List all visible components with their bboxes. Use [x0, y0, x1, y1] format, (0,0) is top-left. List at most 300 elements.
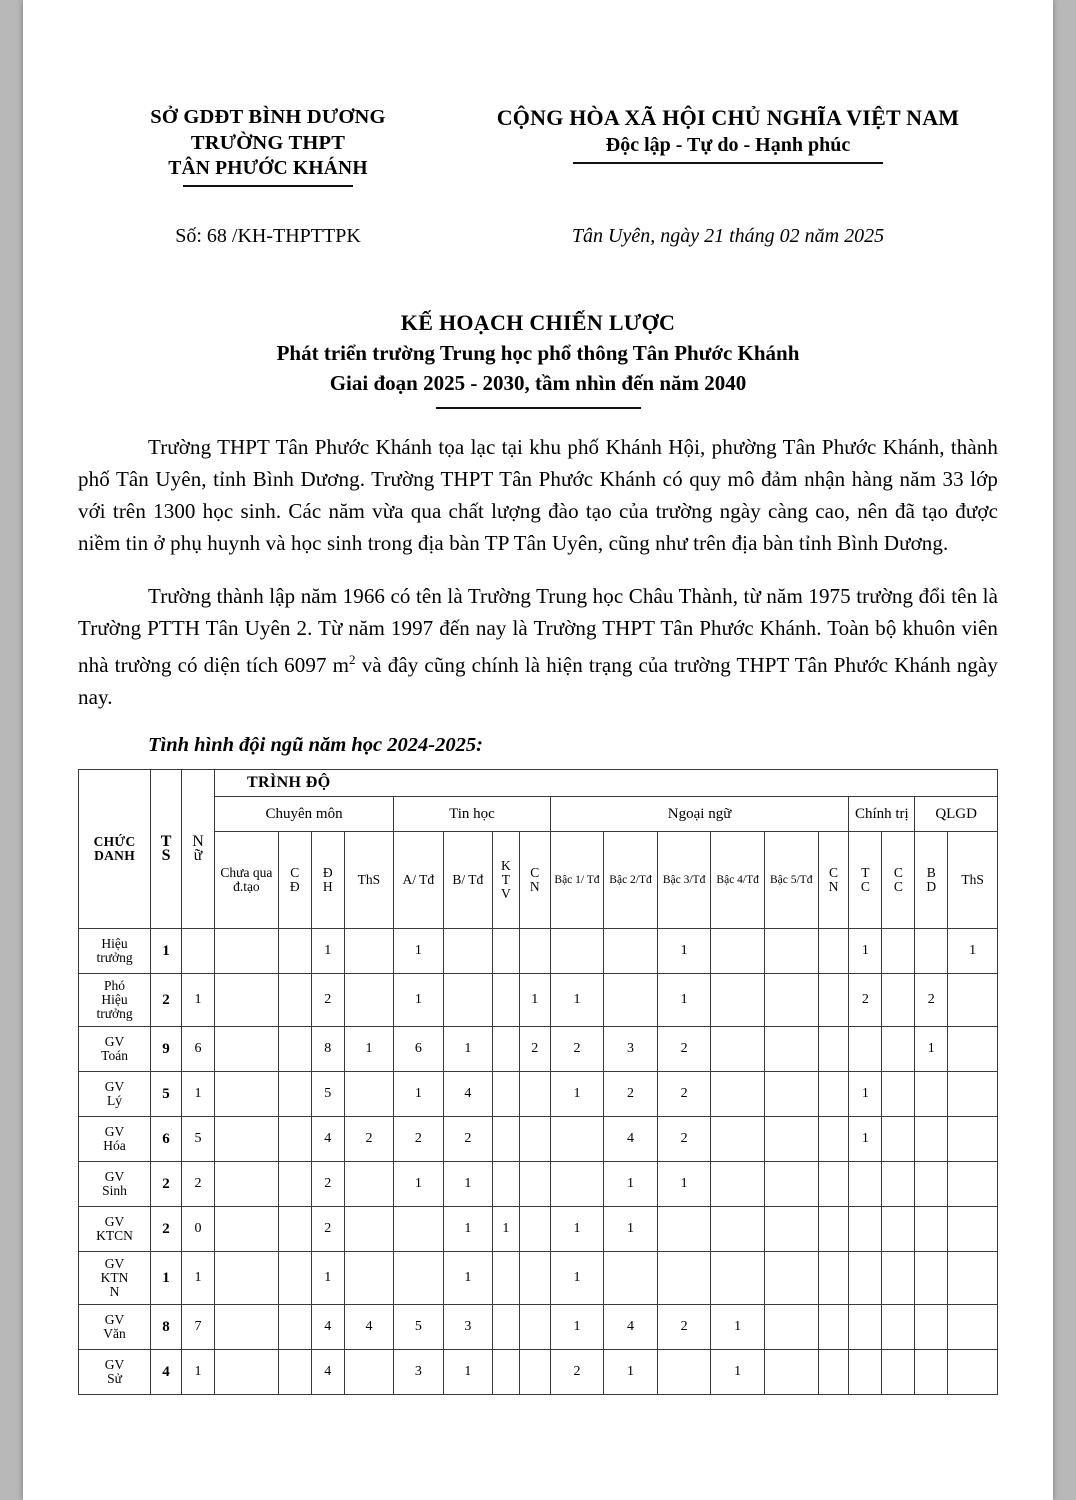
table-cell: 1	[493, 1207, 520, 1252]
row-label-chuc-danh	[79, 1072, 151, 1117]
col-header-chua-qua-dtao: Chưa qua đ.tạo	[214, 832, 278, 929]
table-cell	[711, 974, 765, 1027]
table-cell: 2	[151, 974, 182, 1027]
table-cell	[915, 1252, 948, 1305]
table-cell	[764, 1350, 818, 1395]
table-row	[79, 1350, 998, 1395]
col-header-cd-line2: Đ	[289, 879, 300, 894]
table-cell: 1	[394, 929, 443, 974]
table-cell	[278, 1162, 311, 1207]
document-title-block	[78, 308, 998, 409]
table-cell	[764, 1117, 818, 1162]
table-cell	[764, 1027, 818, 1072]
table-cell	[711, 1252, 765, 1305]
header-row-trinhdo	[79, 770, 998, 797]
table-cell	[278, 929, 311, 974]
issuing-org-block	[78, 104, 458, 187]
table-cell: 2	[311, 1207, 344, 1252]
table-cell	[818, 1207, 849, 1252]
table-cell	[764, 1162, 818, 1207]
table-cell: 2	[550, 1350, 604, 1395]
row-label-chuc-danh	[79, 929, 151, 974]
table-cell: 1	[182, 1072, 215, 1117]
table-cell	[493, 1027, 520, 1072]
col-header-ts-line2: S	[161, 847, 171, 864]
table-row	[79, 1252, 998, 1305]
row-label-line: GV	[104, 1357, 125, 1372]
col-header-tc-line2: C	[860, 879, 870, 894]
col-header-cd-line1: C	[290, 865, 300, 880]
table-cell: 7	[182, 1305, 215, 1350]
table-cell: 1	[443, 1207, 492, 1252]
title-subject: Phát triển trường Trung học phổ thông Tân Phước Khánh	[276, 341, 800, 365]
table-cell	[182, 929, 215, 974]
table-cell: 1	[604, 1350, 658, 1395]
table-cell	[948, 974, 998, 1027]
table-cell	[214, 1305, 278, 1350]
table-cell: 1	[344, 1027, 393, 1072]
col-header-cn-nn-line2: N	[828, 879, 839, 894]
table-cell: 2	[604, 1072, 658, 1117]
table-cell	[493, 1072, 520, 1117]
col-header-a-td: A/ Tđ	[394, 832, 443, 929]
table-cell	[764, 1252, 818, 1305]
national-heading-block	[458, 104, 998, 164]
table-cell	[882, 929, 915, 974]
table-cell	[344, 1162, 393, 1207]
col-header-ktv-line3: V	[501, 886, 511, 901]
paragraph-intro: Trường THPT Tân Phước Khánh tọa lạc tại khu phố Khánh Hội, phường Tân Phước Khánh, thành phố Tân Uyên, tỉnh Bình Dương. Trường THPT Tân Phước Khánh có quy mô đảm nhận hàng năm 33 lớp với trên 1300 học sinh. Các năm vừa qua chất lượng đào tạo của trường ngày càng cao, nên đã tạo được niềm tin ở phụ huynh và học sinh trong địa bàn TP Tân Uyên, cũng như trên địa bàn tỉnh Bình Dương.	[78, 435, 998, 555]
paragraph-history-part1: Trường thành lập năm 1966 có tên là Trường Trung học Châu Thành, từ năm 1975 trường đổi tên là Trường PTTH Tân Uyên 2. Từ năm 1997 đến nay là Trường THPT Tân Phước Khánh. Toàn bộ khuôn viên nhà trường có diện tích 6097 m	[78, 584, 998, 677]
row-label-line: Phó	[104, 978, 126, 993]
table-cell: 1	[151, 929, 182, 974]
title-period: Giai đoạn 2025 - 2030, tầm nhìn đến năm 2040	[329, 371, 747, 395]
table-cell: 1	[394, 974, 443, 1027]
table-cell	[818, 1305, 849, 1350]
group-header-tin-hoc: Tin học	[394, 797, 551, 832]
table-cell	[493, 1117, 520, 1162]
table-cell: 2	[344, 1117, 393, 1162]
table-cell	[948, 1350, 998, 1395]
col-header-dh-line2: H	[322, 879, 333, 894]
col-header-nu-line1: N	[192, 833, 204, 850]
table-cell	[818, 1072, 849, 1117]
table-cell	[882, 1207, 915, 1252]
row-label-line: Lý	[107, 1093, 123, 1108]
table-cell	[948, 1252, 998, 1305]
row-label-chuc-danh	[79, 1252, 151, 1305]
table-cell: 1	[550, 1207, 604, 1252]
header-row-groups	[79, 797, 998, 832]
paragraph-history-part2: và đây cũng chính là hiện trạng của trường THPT Tân Phước Khánh ngày nay.	[78, 653, 998, 709]
row-label-line: GV	[104, 1124, 125, 1139]
header-row-subcols	[79, 832, 998, 929]
table-row	[79, 1305, 998, 1350]
header-right-divider	[573, 162, 883, 164]
table-cell: 1	[443, 1162, 492, 1207]
table-cell: 2	[657, 1305, 711, 1350]
table-row	[79, 1072, 998, 1117]
table-cell: 2	[915, 974, 948, 1027]
row-label-line: GV	[104, 1214, 125, 1229]
table-cell	[604, 929, 658, 974]
group-header-ngoai-ngu: Ngoại ngữ	[550, 797, 849, 832]
table-cell	[849, 1252, 882, 1305]
col-header-bd-line2: D	[926, 879, 937, 894]
table-cell	[519, 1305, 550, 1350]
col-header-cn-tin-line2: N	[529, 879, 540, 894]
table-cell	[394, 1207, 443, 1252]
table-cell: 1	[151, 1252, 182, 1305]
table-row	[79, 1027, 998, 1072]
col-header-cn-tin-hoc	[519, 832, 550, 929]
col-header-ts-line1: T	[160, 833, 172, 850]
group-header-chuyen-mon: Chuyên môn	[214, 797, 393, 832]
col-header-b-td: B/ Tđ	[443, 832, 492, 929]
row-label-line: Sinh	[102, 1183, 127, 1198]
table-cell	[604, 1252, 658, 1305]
table-cell	[711, 1162, 765, 1207]
col-header-ktv-line1: K	[501, 858, 511, 873]
table-cell: 8	[311, 1027, 344, 1072]
table-cell	[657, 1207, 711, 1252]
table-cell	[948, 1072, 998, 1117]
table-cell	[948, 1027, 998, 1072]
row-label-line: Hóa	[103, 1138, 126, 1153]
table-cell: 1	[550, 1252, 604, 1305]
table-cell: 2	[151, 1207, 182, 1252]
table-cell	[711, 1027, 765, 1072]
paragraph-history	[78, 580, 998, 713]
table-cell	[443, 974, 492, 1027]
table-cell	[764, 1072, 818, 1117]
table-cell	[818, 974, 849, 1027]
table-cell: 2	[151, 1162, 182, 1207]
col-header-tc-line1: T	[861, 865, 870, 880]
table-cell: 4	[311, 1305, 344, 1350]
table-cell	[657, 1350, 711, 1395]
table-cell	[493, 1162, 520, 1207]
table-cell	[214, 929, 278, 974]
table-cell	[344, 1252, 393, 1305]
row-label-line: GV	[104, 1079, 125, 1094]
table-cell: 4	[344, 1305, 393, 1350]
table-cell: 1	[711, 1305, 765, 1350]
table-cell: 4	[443, 1072, 492, 1117]
table-cell: 2	[394, 1117, 443, 1162]
document-subheader	[78, 225, 998, 248]
col-header-tc	[849, 832, 882, 929]
table-cell: 1	[604, 1207, 658, 1252]
row-label-line: GV	[104, 1256, 125, 1271]
row-label-line: Hiệu	[101, 992, 128, 1007]
table-cell: 4	[311, 1350, 344, 1395]
table-cell	[278, 1207, 311, 1252]
table-cell	[915, 1207, 948, 1252]
row-label-line: GV	[104, 1312, 125, 1327]
table-cell: 1	[182, 1252, 215, 1305]
table-cell	[849, 1027, 882, 1072]
table-cell: 2	[657, 1072, 711, 1117]
table-cell	[550, 1162, 604, 1207]
table-cell	[849, 1305, 882, 1350]
table-cell	[443, 929, 492, 974]
table-cell	[948, 1207, 998, 1252]
table-cell: 3	[604, 1027, 658, 1072]
table-cell: 5	[394, 1305, 443, 1350]
col-header-nu	[182, 770, 215, 929]
table-caption: Tình hình đội ngũ năm học 2024-2025:	[148, 734, 483, 756]
table-cell	[278, 1027, 311, 1072]
table-cell: 1	[443, 1350, 492, 1395]
row-label-chuc-danh	[79, 1027, 151, 1072]
table-row	[79, 1117, 998, 1162]
table-cell	[948, 1305, 998, 1350]
table-cell: 1	[311, 1252, 344, 1305]
document-number: Số: 68 /KH-THPTTPK	[175, 225, 361, 247]
col-header-cc-line2: C	[893, 879, 903, 894]
header-left-divider	[183, 185, 353, 187]
table-cell	[493, 1252, 520, 1305]
table-cell	[278, 1305, 311, 1350]
table-cell: 2	[311, 974, 344, 1027]
table-cell	[214, 1117, 278, 1162]
row-label-line: N	[109, 1284, 120, 1299]
table-cell	[519, 1072, 550, 1117]
table-cell	[882, 1252, 915, 1305]
department-name: SỞ GDĐT BÌNH DƯƠNG	[150, 106, 386, 128]
row-label-chuc-danh	[79, 1305, 151, 1350]
page-title: KẾ HOẠCH CHIẾN LƯỢC	[400, 310, 676, 335]
table-cell: 1	[711, 1350, 765, 1395]
table-cell: 1	[182, 1350, 215, 1395]
col-header-bac1: Bậc 1/ Tđ	[550, 832, 604, 929]
table-cell	[550, 929, 604, 974]
table-cell	[818, 1252, 849, 1305]
table-row	[79, 929, 998, 974]
col-header-chuc-danh-label: CHỨC DANH	[93, 834, 136, 863]
col-header-bac2: Bậc 2/Tđ	[604, 832, 658, 929]
table-cell: 1	[550, 1072, 604, 1117]
table-cell: 1	[604, 1162, 658, 1207]
row-label-line: GV	[104, 1034, 125, 1049]
table-cell	[882, 1117, 915, 1162]
table-cell: 1	[550, 1305, 604, 1350]
row-label-line: Văn	[103, 1326, 126, 1341]
table-row	[79, 1162, 998, 1207]
table-cell	[604, 974, 658, 1027]
page-content	[78, 0, 998, 1500]
table-cell: 2	[519, 1027, 550, 1072]
table-cell	[214, 974, 278, 1027]
table-cell	[519, 1117, 550, 1162]
table-cell	[764, 974, 818, 1027]
row-label-line: Sử	[107, 1371, 122, 1386]
school-name: TÂN PHƯỚC KHÁNH	[168, 158, 368, 179]
table-cell	[214, 1207, 278, 1252]
table-cell	[882, 1350, 915, 1395]
area-exponent: 2	[349, 652, 356, 667]
table-cell	[818, 1117, 849, 1162]
table-cell: 1	[849, 1117, 882, 1162]
table-cell: 6	[394, 1027, 443, 1072]
table-row	[79, 1207, 998, 1252]
table-cell: 4	[151, 1350, 182, 1395]
table-cell	[493, 1305, 520, 1350]
row-label-line: Toán	[101, 1048, 128, 1063]
table-cell: 1	[657, 974, 711, 1027]
staff-table	[78, 769, 998, 1395]
table-cell: 4	[604, 1117, 658, 1162]
table-cell: 1	[443, 1252, 492, 1305]
table-cell	[882, 1305, 915, 1350]
table-cell	[214, 1027, 278, 1072]
table-cell: 1	[849, 1072, 882, 1117]
col-header-dh	[311, 832, 344, 929]
col-header-cc-line1: C	[893, 865, 903, 880]
col-header-ktv	[493, 832, 520, 929]
table-cell	[818, 1162, 849, 1207]
table-cell	[711, 1072, 765, 1117]
row-label-line: GV	[104, 1169, 125, 1184]
row-label-line: trưởng	[96, 1006, 133, 1021]
col-header-bac3: Bậc 3/Tđ	[657, 832, 711, 929]
staff-table-wrapper	[78, 769, 998, 1395]
table-cell	[915, 929, 948, 974]
table-cell: 1	[550, 974, 604, 1027]
document-page	[23, 0, 1053, 1500]
place-and-date: Tân Uyên, ngày 21 tháng 02 năm 2025	[571, 225, 885, 247]
table-cell	[550, 1117, 604, 1162]
col-header-bac4: Bậc 4/Tđ	[711, 832, 765, 929]
table-cell	[344, 1207, 393, 1252]
table-cell	[519, 1162, 550, 1207]
table-cell: 1	[657, 1162, 711, 1207]
table-cell	[818, 1027, 849, 1072]
table-cell: 1	[182, 974, 215, 1027]
table-cell: 1	[311, 929, 344, 974]
col-header-cc	[882, 832, 915, 929]
table-cell	[493, 974, 520, 1027]
table-row	[79, 974, 998, 1027]
table-cell	[948, 1117, 998, 1162]
table-cell: 5	[311, 1072, 344, 1117]
row-label-chuc-danh	[79, 1162, 151, 1207]
table-cell	[344, 1350, 393, 1395]
table-cell	[818, 1350, 849, 1395]
national-motto: Độc lập - Tự do - Hạnh phúc	[605, 134, 851, 156]
table-cell: 5	[151, 1072, 182, 1117]
table-cell	[915, 1117, 948, 1162]
table-cell	[394, 1252, 443, 1305]
country-name: CỘNG HÒA XÃ HỘI CHỦ NGHĨA VIỆT NAM	[496, 105, 960, 130]
col-header-bac5: Bậc 5/Tđ	[764, 832, 818, 929]
table-cell	[915, 1350, 948, 1395]
table-cell	[519, 1252, 550, 1305]
col-header-cn-tin-line1: C	[530, 865, 540, 880]
table-cell: 1	[948, 929, 998, 974]
table-cell	[849, 1207, 882, 1252]
table-cell: 1	[443, 1027, 492, 1072]
table-cell: 0	[182, 1207, 215, 1252]
table-cell: 1	[394, 1072, 443, 1117]
table-cell	[214, 1072, 278, 1117]
table-cell: 4	[604, 1305, 658, 1350]
table-cell: 2	[657, 1117, 711, 1162]
col-header-ts	[151, 770, 182, 929]
row-label-line: KTCN	[96, 1228, 133, 1243]
table-cell	[519, 1207, 550, 1252]
table-cell	[278, 1350, 311, 1395]
col-header-chuc-danh	[79, 770, 151, 929]
table-cell	[882, 974, 915, 1027]
col-header-dh-line1: Đ	[322, 865, 333, 880]
table-cell: 9	[151, 1027, 182, 1072]
table-cell: 1	[657, 929, 711, 974]
table-cell	[764, 1207, 818, 1252]
school-type: TRƯỜNG THPT	[190, 132, 346, 154]
table-cell: 1	[394, 1162, 443, 1207]
row-label-chuc-danh	[79, 1350, 151, 1395]
col-header-ktv-line2: T	[501, 872, 511, 887]
table-cell	[519, 929, 550, 974]
table-cell: 2	[657, 1027, 711, 1072]
col-header-bd	[915, 832, 948, 929]
table-cell	[344, 1072, 393, 1117]
col-header-bd-line1: B	[926, 865, 936, 880]
table-cell	[882, 1072, 915, 1117]
table-cell	[915, 1072, 948, 1117]
table-cell: 1	[915, 1027, 948, 1072]
table-cell	[493, 929, 520, 974]
group-header-qlgd: QLGD	[915, 797, 998, 832]
table-cell	[764, 1305, 818, 1350]
group-header-chinh-tri: Chính trị	[849, 797, 915, 832]
table-cell	[493, 1350, 520, 1395]
title-divider	[436, 407, 641, 409]
table-cell	[948, 1162, 998, 1207]
staff-table-body	[79, 929, 998, 1395]
table-cell	[519, 1350, 550, 1395]
table-cell: 1	[519, 974, 550, 1027]
table-cell	[882, 1027, 915, 1072]
table-cell: 3	[443, 1305, 492, 1350]
table-cell: 3	[394, 1350, 443, 1395]
table-cell	[214, 1350, 278, 1395]
col-header-ths-qlgd: ThS	[948, 832, 998, 929]
table-cell: 1	[849, 929, 882, 974]
row-label-line: KTN	[100, 1270, 129, 1285]
row-label-chuc-danh	[79, 1117, 151, 1162]
col-header-ths-chuyen-mon: ThS	[344, 832, 393, 929]
table-cell	[915, 1305, 948, 1350]
table-cell	[214, 1252, 278, 1305]
row-label-chuc-danh	[79, 974, 151, 1027]
table-cell	[711, 1117, 765, 1162]
table-cell: 6	[151, 1117, 182, 1162]
table-cell	[882, 1162, 915, 1207]
col-header-cn-ngoai-ngu	[818, 832, 849, 929]
table-cell	[344, 929, 393, 974]
table-cell	[849, 1162, 882, 1207]
table-cell	[344, 974, 393, 1027]
row-label-line: trưởng	[96, 950, 133, 965]
table-cell: 2	[849, 974, 882, 1027]
table-cell: 5	[182, 1117, 215, 1162]
row-label-chuc-danh	[79, 1207, 151, 1252]
table-cell: 6	[182, 1027, 215, 1072]
table-cell	[915, 1162, 948, 1207]
